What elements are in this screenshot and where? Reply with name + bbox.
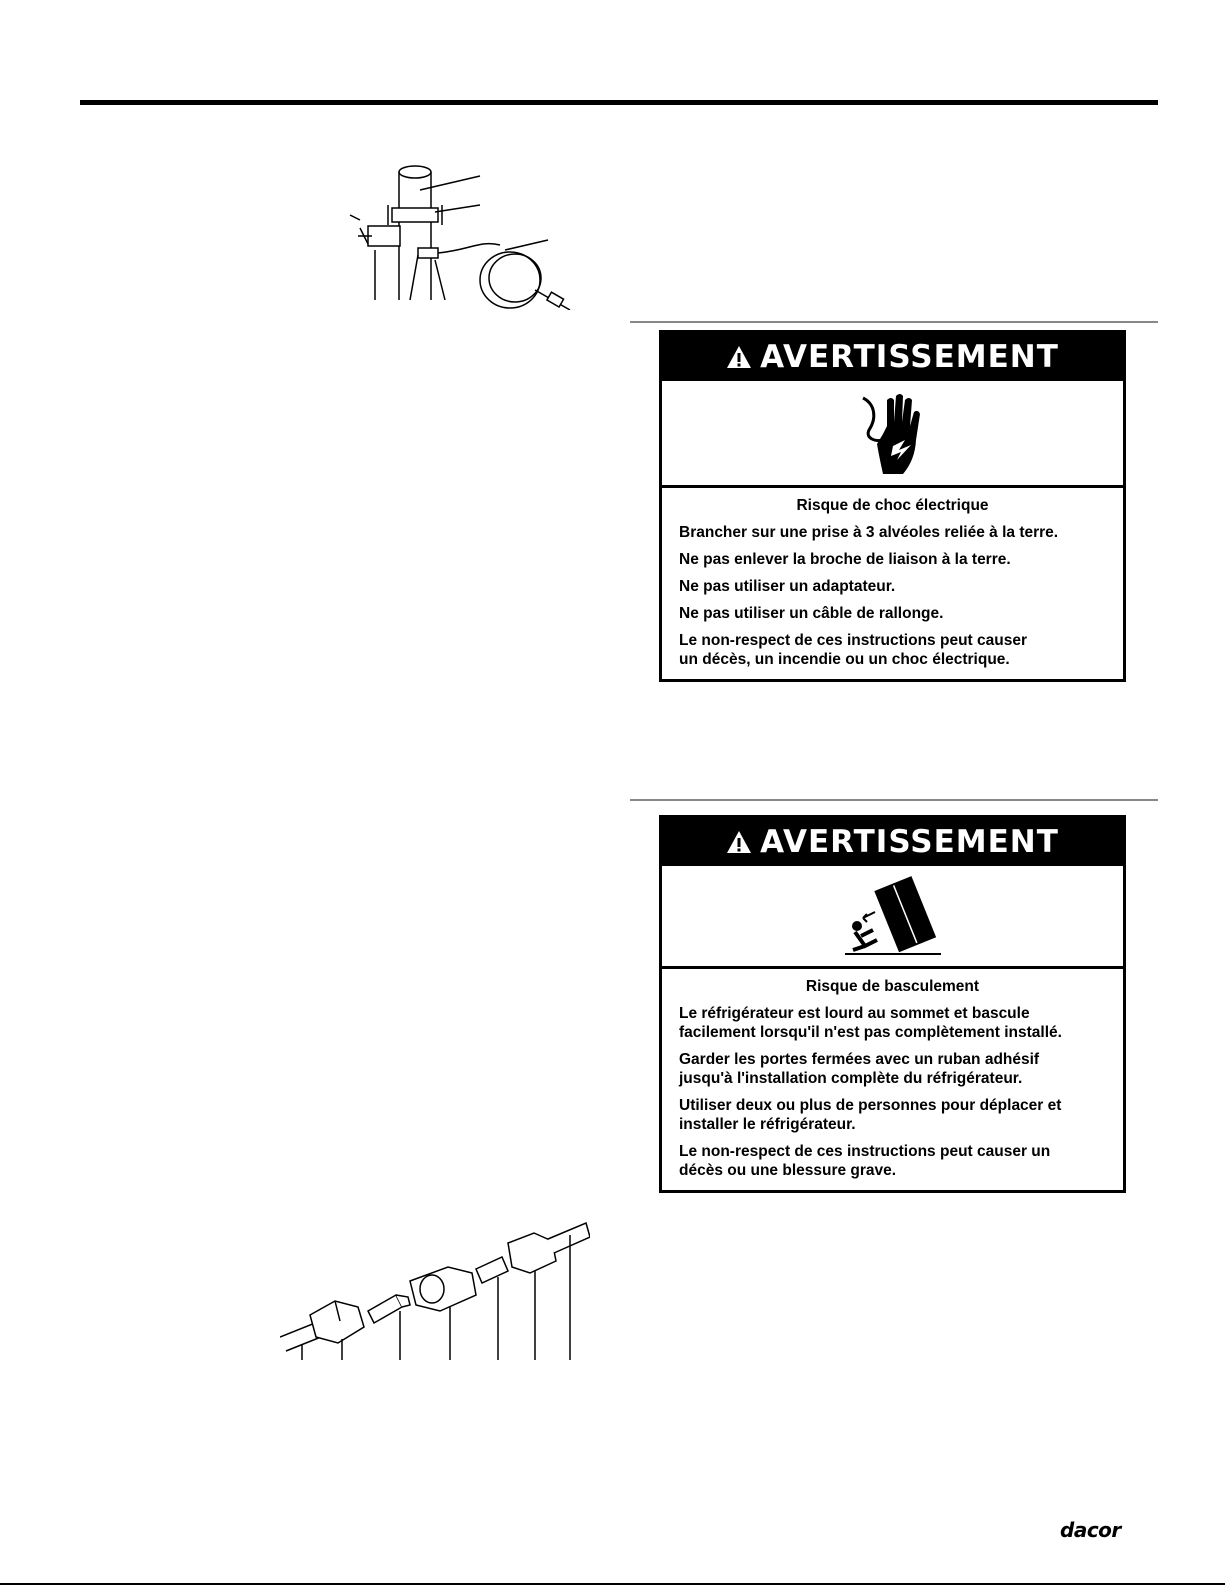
tipping-warning: [659, 815, 1126, 1193]
warning-line: Garder les portes fermées avec un ruban adhésif jusqu'à l'installation complète du réfrigérateur.: [679, 1051, 1040, 1087]
warning-body: [662, 488, 1123, 679]
warning-icon-area: [662, 381, 1123, 488]
electric-shock-warning: [659, 330, 1126, 682]
warning-line: Ne pas enlever la broche de liaison à la terre.: [679, 551, 1011, 568]
warning-line: Le réfrigérateur est lourd au sommet et bascule facilement lorsqu'il n'est pas complètement installé.: [679, 1005, 1062, 1041]
warning-triangle-icon: [726, 830, 752, 854]
warning-header: [662, 818, 1123, 866]
warning-line: Le non-respect de ces instructions peut causer un décès, un incendie ou un choc électrique.: [679, 632, 1027, 668]
warning-line: Ne pas utiliser un câble de rallonge.: [679, 605, 944, 622]
warning-line: Ne pas utiliser un adaptateur.: [679, 578, 896, 595]
section-rule-2: [630, 799, 1158, 801]
warning-icon-area: [662, 866, 1123, 969]
electric-shock-hand-icon: [853, 390, 933, 476]
warning-body: [662, 969, 1123, 1190]
top-rule: [80, 100, 1158, 105]
section-rule-1: [630, 321, 1158, 323]
brand-logo: dacor: [1060, 1518, 1121, 1542]
warning-header: [662, 333, 1123, 381]
warning-title: Risque de choc électrique: [796, 497, 989, 514]
warning-line: Utiliser deux ou plus de personnes pour déplacer et installer le réfrigérateur.: [679, 1097, 1062, 1133]
shutoff-valve-figure: [340, 150, 590, 310]
warning-header-text: AVERTISSEMENT: [760, 824, 1059, 860]
warning-line: Le non-respect de ces instructions peut causer un décès ou une blessure grave.: [679, 1143, 1051, 1179]
compression-fitting-figure: [280, 1215, 590, 1365]
warning-title: Risque de basculement: [805, 978, 980, 995]
tipping-refrigerator-icon: [843, 874, 943, 958]
warning-triangle-icon: [726, 345, 752, 369]
warning-line: Brancher sur une prise à 3 alvéoles reliée à la terre.: [679, 524, 1059, 541]
warning-header-text: AVERTISSEMENT: [760, 339, 1059, 375]
